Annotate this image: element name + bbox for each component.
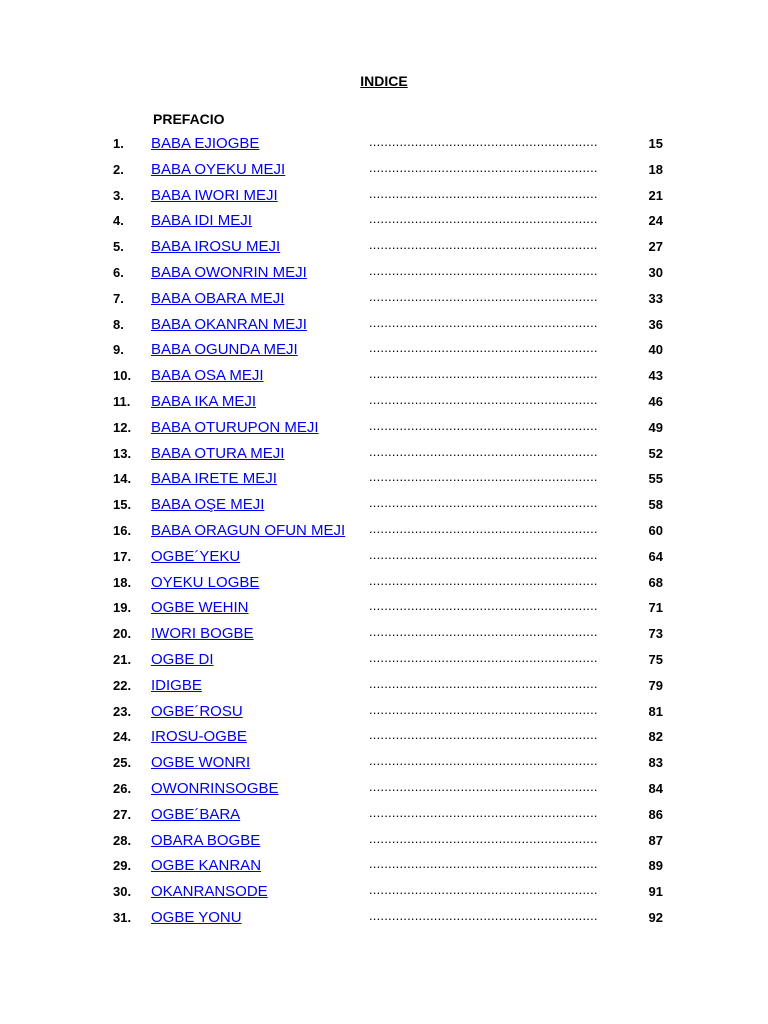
- toc-dot-leader: ............................................................: [369, 624, 598, 640]
- toc-row: [0, 467, 768, 493]
- toc-dot-leader: ............................................................: [369, 340, 598, 356]
- toc-row: [0, 390, 768, 416]
- toc-entry-link[interactable]: BABA IWORI MEJI: [151, 186, 278, 204]
- toc-dot-leader: ............................................................: [369, 391, 598, 407]
- toc-entry-number: 27.: [113, 806, 132, 822]
- toc-entry-link[interactable]: OGBE WONRI: [151, 754, 251, 772]
- toc-page-number: 87: [648, 832, 663, 848]
- toc-entry-number: 18.: [113, 574, 132, 590]
- toc-entry-number: 22.: [113, 677, 132, 693]
- toc-entry-link[interactable]: OGBE YONU: [151, 908, 242, 926]
- toc-page-number: 79: [648, 677, 663, 693]
- toc-entry-number: 20.: [113, 626, 132, 642]
- toc-entry-link[interactable]: IDIGBE: [151, 676, 202, 694]
- toc-entry-link[interactable]: BABA OTURUPON MEJI: [151, 418, 319, 436]
- toc-entry-link[interactable]: BABA OWONRIN MEJI: [151, 263, 307, 281]
- toc-entry-link[interactable]: BABA IRETE MEJI: [151, 470, 277, 488]
- toc-entry-number: 29.: [113, 858, 132, 874]
- toc-entry-number: 7.: [113, 290, 124, 306]
- toc-entry-number: 1.: [113, 136, 124, 151]
- toc-dot-leader: ............................................................: [369, 520, 598, 536]
- toc-row: [0, 519, 768, 545]
- toc-row: [0, 725, 768, 751]
- toc-row: [0, 803, 768, 829]
- toc-entry-number: 4.: [113, 213, 124, 229]
- toc-dot-leader: ............................................................: [369, 366, 598, 382]
- toc-row: [0, 596, 768, 622]
- preface-heading: PREFACIO: [153, 111, 225, 127]
- toc-page-number: 60: [648, 522, 663, 538]
- toc-page-number: 58: [648, 497, 663, 513]
- toc-row: [0, 854, 768, 880]
- toc-page-number: 40: [648, 342, 663, 358]
- toc-row: [0, 313, 768, 339]
- toc-entry-number: 25.: [113, 755, 132, 771]
- toc-entry-link[interactable]: BABA EJIOGBE: [151, 135, 260, 152]
- toc-dot-leader: ............................................................: [369, 495, 598, 511]
- toc-dot-leader: ............................................................: [369, 417, 598, 433]
- toc-page-number: 91: [648, 884, 663, 900]
- toc-page-number: 49: [648, 419, 663, 435]
- toc-entry-link[interactable]: OBARA BOGBE: [151, 831, 261, 849]
- toc-entry-number: 10.: [113, 368, 132, 384]
- toc-page-number: 92: [648, 909, 663, 925]
- toc-entry-number: 12.: [113, 419, 132, 435]
- toc-entry-number: 8.: [113, 316, 124, 332]
- toc-row: [0, 700, 768, 726]
- toc-page-number: 73: [648, 626, 663, 642]
- toc-dot-leader: ............................................................: [369, 778, 598, 794]
- toc-entry-link[interactable]: OWONRINSOGBE: [151, 779, 279, 797]
- toc-dot-leader: ............................................................: [369, 288, 598, 304]
- toc-row: [0, 829, 768, 855]
- toc-row: [0, 416, 768, 442]
- toc-dot-leader: ............................................................: [369, 649, 598, 665]
- toc-dot-leader: ............................................................: [369, 185, 598, 201]
- toc-row: [0, 209, 768, 235]
- toc-entry-link[interactable]: BABA OKANRAN MEJI: [151, 315, 307, 333]
- toc-entry-link[interactable]: IROSU-OGBE: [151, 728, 247, 746]
- toc-dot-leader: ............................................................: [369, 134, 598, 149]
- toc-entry-number: 28.: [113, 832, 132, 848]
- toc-row: [0, 674, 768, 700]
- toc-page-number: 81: [648, 703, 663, 719]
- toc-dot-leader: ............................................................: [369, 856, 598, 872]
- toc-entry-number: 6.: [113, 264, 124, 280]
- toc-entry-link[interactable]: BABA IDI MEJI: [151, 212, 252, 230]
- toc-entry-link[interactable]: BABA OTURA MEJI: [151, 444, 285, 462]
- toc-page-number: 46: [648, 393, 663, 409]
- toc-dot-leader: ............................................................: [369, 469, 598, 485]
- toc-entry-number: 5.: [113, 239, 124, 255]
- toc-entry-link[interactable]: BABA IKA MEJI: [151, 392, 257, 410]
- toc-entry-link[interactable]: OGBE´ROSU: [151, 702, 243, 720]
- toc-page-number: 27: [648, 239, 663, 255]
- toc-page-number: 15: [648, 136, 663, 151]
- toc-row: [0, 648, 768, 674]
- toc-entry-link[interactable]: BABA ORAGUN OFUN MEJI: [151, 521, 346, 539]
- toc-dot-leader: ............................................................: [369, 211, 598, 227]
- toc-entry-number: 30.: [113, 884, 132, 900]
- toc-entry-link[interactable]: OGBE KANRAN: [151, 857, 262, 875]
- toc-page-number: 43: [648, 368, 663, 384]
- toc-dot-leader: ............................................................: [369, 237, 598, 253]
- toc-entry-number: 19.: [113, 600, 132, 616]
- toc-page-number: 21: [648, 187, 663, 203]
- toc-page-number: 86: [648, 806, 663, 822]
- toc-dot-leader: ............................................................: [369, 572, 598, 588]
- toc-entry-number: 3.: [113, 187, 124, 203]
- toc-entry-link[interactable]: BABA OBARA MEJI: [151, 289, 285, 307]
- toc-entry-link[interactable]: BABA OSA MEJI: [151, 367, 264, 385]
- toc-page-number: 82: [648, 729, 663, 745]
- toc-page-number: 55: [648, 471, 663, 487]
- toc-page-number: 52: [648, 445, 663, 461]
- toc-entry-link[interactable]: OGBE DI: [151, 650, 214, 668]
- toc-row: [0, 184, 768, 210]
- toc-entry-number: 17.: [113, 548, 132, 564]
- toc-entry-number: 26.: [113, 780, 132, 796]
- toc-dot-leader: ............................................................: [369, 159, 598, 175]
- toc-row: [0, 545, 768, 571]
- toc-dot-leader: ............................................................: [369, 727, 598, 743]
- toc-dot-leader: ............................................................: [369, 675, 598, 691]
- toc-entry-link[interactable]: BABA IROSU MEJI: [151, 238, 281, 256]
- toc-row: [0, 261, 768, 287]
- toc-row: [0, 777, 768, 803]
- toc-entry-link[interactable]: OKANRANSODE: [151, 883, 268, 901]
- toc-page-number: 64: [648, 548, 663, 564]
- toc-dot-leader: ............................................................: [369, 907, 598, 923]
- toc-dot-leader: ............................................................: [369, 314, 598, 330]
- toc-entry-link[interactable]: BABA OŞE MEJI: [151, 496, 265, 514]
- toc-entry-link[interactable]: OYEKU LOGBE: [151, 573, 260, 591]
- toc-entry-number: 15.: [113, 497, 132, 513]
- index-title: INDICE: [360, 73, 408, 89]
- toc-page-number: 84: [648, 780, 663, 796]
- toc-page-number: 24: [648, 213, 663, 229]
- toc-entry-link[interactable]: OGBE´YEKU: [151, 547, 241, 565]
- toc-entry-number: 14.: [113, 471, 132, 487]
- toc-entry-number: 23.: [113, 703, 132, 719]
- toc-dot-leader: ............................................................: [369, 882, 598, 898]
- toc-page-number: 33: [648, 290, 663, 306]
- toc-row: [0, 751, 768, 777]
- toc-entry-number: 31.: [113, 909, 132, 925]
- toc-page-number: 89: [648, 858, 663, 874]
- toc-dot-leader: ............................................................: [369, 546, 598, 562]
- toc-entry-number: 11.: [113, 393, 131, 409]
- toc-entry-number: 16.: [113, 522, 132, 538]
- toc-row: [0, 622, 768, 648]
- toc-dot-leader: ............................................................: [369, 443, 598, 459]
- toc-page-number: 18: [648, 161, 663, 177]
- toc-row: [0, 158, 768, 184]
- toc-dot-leader: ............................................................: [369, 753, 598, 769]
- toc-page-number: 68: [648, 574, 663, 590]
- toc-page-number: 75: [648, 651, 663, 667]
- toc-page-number: 30: [648, 264, 663, 280]
- toc-entry-link[interactable]: IWORI BOGBE: [151, 625, 254, 643]
- table-of-contents: [0, 132, 768, 932]
- toc-row: [0, 493, 768, 519]
- toc-dot-leader: ............................................................: [369, 804, 598, 820]
- toc-entry-link[interactable]: BABA OGUNDA MEJI: [151, 341, 298, 359]
- toc-entry-number: 13.: [113, 445, 132, 461]
- toc-row: [0, 880, 768, 906]
- toc-row: [0, 132, 768, 158]
- toc-entry-number: 9.: [113, 342, 124, 358]
- toc-dot-leader: ............................................................: [369, 830, 598, 846]
- toc-entry-link[interactable]: BABA OYEKU MEJI: [151, 160, 286, 178]
- toc-dot-leader: ............................................................: [369, 598, 598, 614]
- toc-entry-number: 21.: [113, 651, 132, 667]
- toc-row: [0, 906, 768, 932]
- toc-dot-leader: ............................................................: [369, 701, 598, 717]
- toc-entry-link[interactable]: OGBE WEHIN: [151, 599, 249, 617]
- toc-page-number: 36: [648, 316, 663, 332]
- toc-row: [0, 287, 768, 313]
- toc-row: [0, 235, 768, 261]
- toc-row: [0, 571, 768, 597]
- toc-entry-number: 24.: [113, 729, 132, 745]
- toc-row: [0, 442, 768, 468]
- toc-row: [0, 364, 768, 390]
- toc-page-number: 83: [648, 755, 663, 771]
- toc-dot-leader: ............................................................: [369, 262, 598, 278]
- toc-entry-number: 2.: [113, 161, 124, 177]
- toc-page-number: 71: [648, 600, 663, 616]
- toc-entry-link[interactable]: OGBE´BARA: [151, 805, 241, 823]
- toc-row: [0, 338, 768, 364]
